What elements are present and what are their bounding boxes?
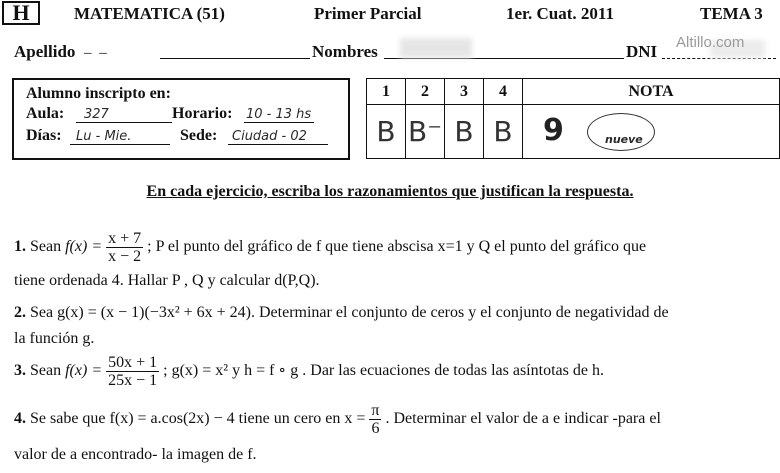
q3-text-b: ; g(x) = x² y h = f ∘ g . Dar las ecuaciones de todas las asíntotas de h. [163, 362, 604, 380]
sede-line [228, 144, 328, 145]
horario-label: Horario: [172, 105, 233, 122]
nota-cell [523, 105, 780, 159]
q4-six: 6 [371, 420, 380, 437]
q4-line-2: valor de a encontrado- la imagen de f. [14, 446, 257, 463]
q3-number: 3. [14, 362, 26, 380]
sede-value: Ciudad - 02 [232, 129, 307, 144]
grade-value-3: B [445, 105, 484, 159]
q2-line-2: la función g. [14, 330, 95, 347]
question-4 [14, 402, 778, 437]
watermark: Altillo.com [676, 34, 745, 51]
grade-value-2: B⁻ [406, 105, 445, 159]
tema-letter-box: H [2, 1, 40, 25]
nota-header: NOTA [523, 79, 780, 105]
horario-line [244, 122, 314, 123]
q1-fraction [106, 230, 143, 265]
q1-line-2: tiene ordenada 4. Hallar P , Q y calcular d(P,Q). [14, 272, 320, 289]
q1-text-a: Sean [30, 238, 62, 256]
question-3 [14, 354, 778, 389]
q4-text-b: . Determinar el valor de a e indicar -para el [385, 410, 661, 428]
question-2 [14, 302, 778, 324]
grade-value-1: B [367, 105, 406, 159]
dni-line[interactable] [662, 58, 776, 59]
q1-numerator: x + 7 [108, 230, 142, 247]
grade-value-4: B [484, 105, 523, 159]
nota-words: nueve [605, 133, 643, 146]
q2-text-a: Sea g(x) = (x − 1)(−3x² + 6x + 24). Determinar el conjunto de ceros y el conjunto de negatividad de [30, 304, 669, 321]
nombres-line[interactable] [384, 58, 624, 59]
grade-header-4: 4 [484, 79, 523, 105]
q3-fraction [106, 354, 159, 389]
dias-label: Días: [26, 127, 62, 144]
q3-fx: f(x) = [65, 362, 103, 380]
student-box-title: Alumno inscripto en: [26, 85, 171, 102]
instructions: En cada ejercicio, escriba los razonamientos que justifican la respuesta. [146, 183, 634, 200]
nota-value: 9 [543, 113, 564, 148]
q4-pi: π [371, 402, 380, 419]
apellido-label: Apellido [14, 42, 76, 61]
aula-value: 327 [84, 107, 109, 122]
grade-header-1: 1 [367, 79, 406, 105]
q1-denominator: x − 2 [108, 248, 142, 265]
q1-fx: f(x) = [65, 238, 103, 256]
aula-line [76, 122, 172, 123]
question-1 [14, 230, 778, 265]
grade-header-3: 3 [445, 79, 484, 105]
sede-label: Sede: [180, 127, 218, 144]
apellido-dashes: _ _ [84, 40, 109, 56]
q3-numerator: 50x + 1 [108, 354, 158, 371]
student-info-box [12, 78, 350, 160]
redacted-name [400, 38, 472, 58]
dias-line [70, 144, 170, 145]
horario-value: 10 - 13 hs [246, 107, 312, 122]
q4-number: 4. [14, 410, 26, 428]
q3-text-a: Sean [30, 362, 62, 380]
q4-fraction [369, 402, 381, 437]
exam-title: Primer Parcial [314, 4, 422, 23]
grade-header-2: 2 [406, 79, 445, 105]
dni-label: DNI [626, 42, 658, 61]
tema-number: TEMA 3 [700, 4, 763, 23]
q3-denominator: 25x − 1 [108, 372, 158, 389]
apellido-line[interactable] [160, 58, 310, 59]
course-title: MATEMATICA (51) [74, 4, 225, 23]
exam-period: 1er. Cuat. 2011 [506, 4, 614, 23]
q2-number: 2. [14, 304, 26, 321]
q1-text-b: ; P el punto del gráfico de f que tiene abscisa x=1 y Q el punto del gráfico que [147, 238, 647, 256]
q1-number: 1. [14, 238, 26, 256]
nombres-label: Nombres [312, 42, 378, 61]
q4-text-a: Se sabe que f(x) = a.cos(2x) − 4 tiene un cero en x = [30, 410, 366, 428]
aula-label: Aula: [26, 105, 65, 122]
grades-table [366, 78, 780, 159]
dias-value: Lu - Mie. [76, 129, 132, 144]
